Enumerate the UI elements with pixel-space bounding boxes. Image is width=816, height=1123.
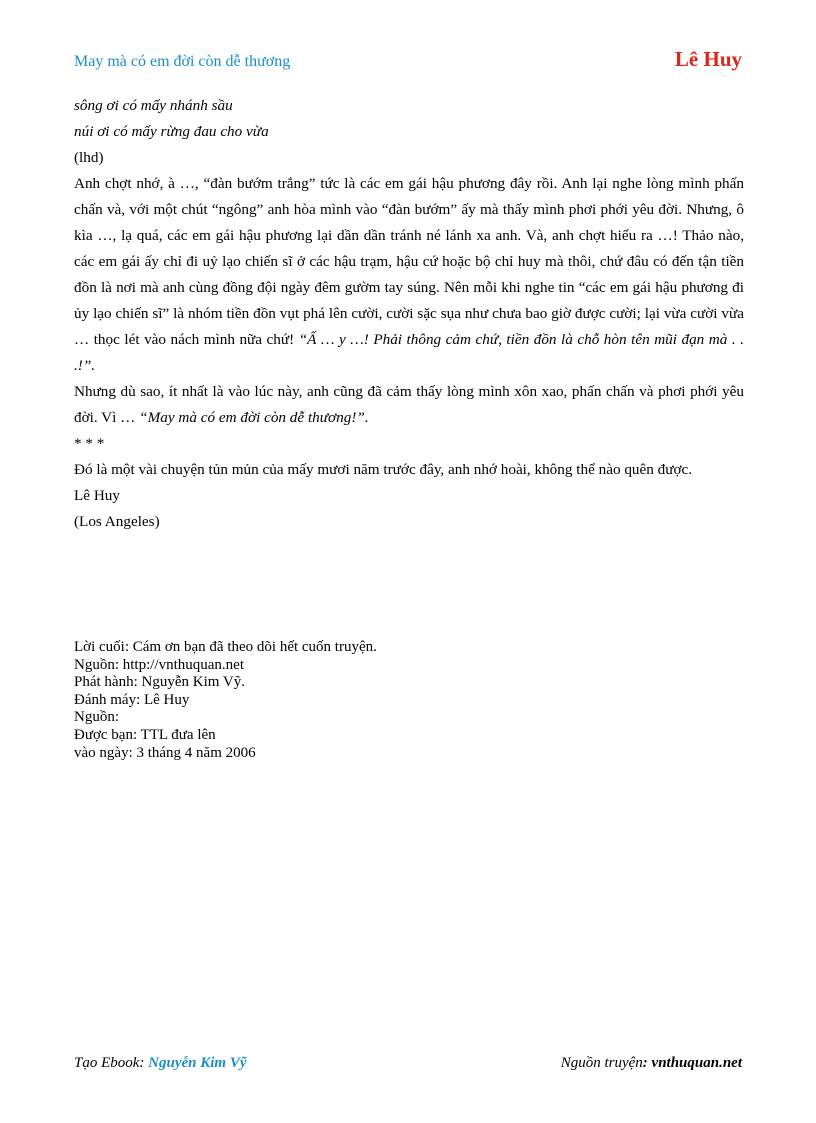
credit-line: vào ngày: 3 tháng 4 năm 2006 — [74, 744, 256, 761]
paragraph — [74, 171, 744, 379]
source-credit: Nguồn truyện: vnthuquan.net — [560, 1055, 742, 1071]
paragraph — [74, 379, 744, 431]
section-separator: * * * — [74, 435, 105, 452]
author-location: (Los Angeles) — [74, 513, 160, 530]
poem-signature: (lhd) — [74, 149, 104, 166]
credit-line: Đánh máy: Lê Huy — [74, 691, 190, 708]
poem-line: núi ơi có mấy rừng đau cho vừa — [74, 123, 269, 140]
credit-line: Nguồn: — [74, 709, 119, 726]
ebook-label: Tạo Ebook — [74, 1055, 140, 1071]
story-body — [74, 93, 744, 535]
paragraph: Đó là một vài chuyện tủn mủn của mấy mươi năm trước đây, anh nhớ hoài, không thể nào quên được. — [74, 461, 693, 478]
poem-line: sông ơi có mấy nhánh sầu — [74, 97, 233, 114]
credits-block — [74, 639, 744, 762]
ebook-credit: Tạo Ebook: Nguyễn Kim Vỹ — [74, 1055, 247, 1071]
credit-line: Được bạn: TTL đưa lên — [74, 726, 216, 743]
paragraph-quote: “Ấ … y …! Phải thông cảm chứ, tiền đồn là chỗ hòn tên mũi đạn mà . . .!”. — [74, 331, 744, 374]
page-header — [74, 47, 742, 77]
author-signature: Lê Huy — [74, 487, 120, 504]
credit-line: Phát hành: Nguyễn Kim Vỹ. — [74, 674, 245, 691]
credit-line: Nguồn: http://vnthuquan.net — [74, 656, 244, 673]
page-footer — [74, 1055, 742, 1077]
paragraph-quote: “May mà có em đời còn dễ thương!”. — [139, 409, 369, 426]
credit-line: Lời cuối: Cám ơn bạn đã theo dõi hết cuốn truyện. — [74, 639, 377, 655]
source-site: vnthuquan.net — [651, 1055, 742, 1071]
paragraph-text: Anh chợt nhớ, à …, “đàn bướm trắng” tức là các em gái hậu phương đây rồi. Anh lại nghe lòng mình phấn chấn và, với một chút “ngông” anh hòa mình vào “đàn bướm” ấy mà thấy mình phơi phới yêu đời. Nhưng, ô kìa …, lạ quá, các em gái hậu phương lại dần dần tránh né lánh xa anh. Và, anh chợt hiểu ra …! Thảo nào, các em gái ấy chỉ đi uỷ lạo chiến sĩ ở các hậu trạm, hậu cứ hoặc bộ chỉ huy mà thôi, chứ đâu có đến tận tiền đồn là nơi mà anh cùng đồng đội ngày đêm gườm tay súng. Nên mỗi khi nghe tin “các em gái hậu phương đi ủy lạo chiến sĩ” là nhóm tiền đồn vụt phá lên cười, cười sặc sụa như chưa bao giờ được cười; lại vừa cười vừa … thọc lét vào nách mình nữa chứ! — [74, 175, 744, 348]
book-title: May mà có em đời còn dễ thương — [74, 53, 291, 70]
ebook-maker: Nguyễn Kim Vỹ — [148, 1055, 247, 1071]
header-author: Lê Huy — [674, 47, 742, 71]
source-label: Nguồn truyện — [560, 1055, 643, 1071]
paragraph-text: Nhưng dù sao, ít nhất là vào lúc này, anh cũng đã cảm thấy lòng mình xôn xao, phấn chấn và phơi phới yêu đời. Vì … — [74, 383, 744, 426]
